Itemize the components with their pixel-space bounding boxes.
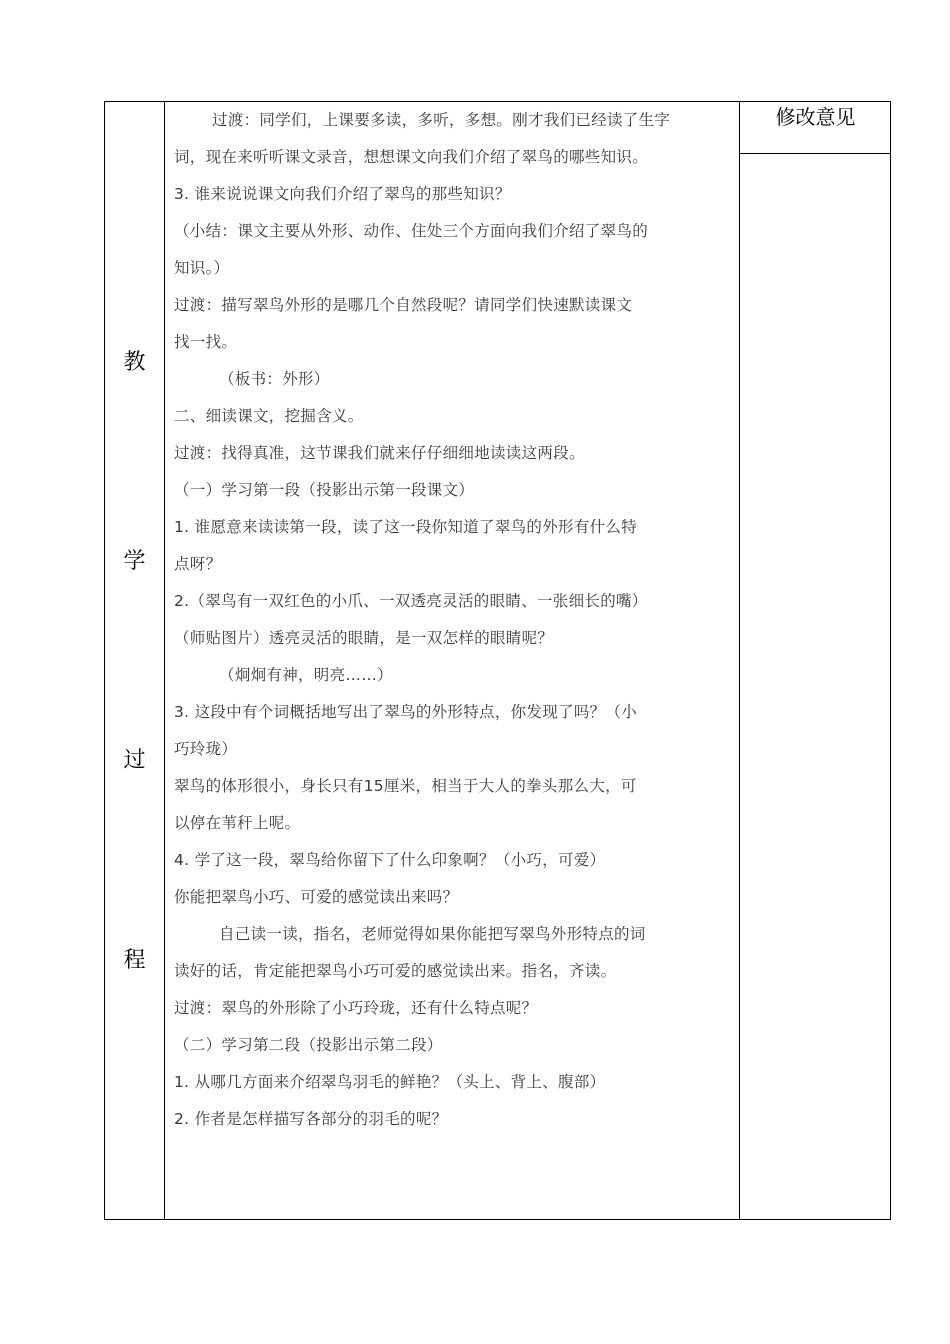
text-line: 过渡：翠鸟的外形除了小巧玲珑，还有什么特点呢？ (174, 999, 538, 1017)
revision-notes-header: 修改意见 (775, 105, 856, 129)
text-line: 过渡：找得真准，这节课我们就来仔仔细细地读读这两段。 (174, 444, 585, 462)
text-line: （小结：课文主要从外形、动作、住处三个方面向我们介绍了翠鸟的 (174, 222, 649, 240)
text-line: 以停在苇秆上呢。 (174, 814, 301, 832)
text-line: 你能把翠鸟小巧、可爱的感觉读出来吗？ (174, 888, 459, 906)
table-left-border (104, 101, 105, 1220)
text-line: （炯炯有神，明亮……） (219, 666, 393, 684)
text-line: 自己读一读，指名，老师觉得如果你能把写翠鸟外形特点的词 (219, 925, 646, 943)
side-label-char: 过 (123, 748, 146, 773)
revision-header-divider (739, 153, 891, 154)
side-label-char: 程 (123, 948, 146, 973)
label-column-divider (164, 101, 165, 1220)
revision-column-divider (739, 101, 740, 1220)
text-line: 2. 作者是怎样描写各部分的羽毛的呢？ (174, 1110, 448, 1128)
text-line: 3. 这段中有个词概括地写出了翠鸟的外形特点，你发现了吗？（小 (174, 703, 638, 721)
text-line: 巧玲珑） (174, 740, 238, 758)
text-line: 词，现在来听听课文录音，想想课文向我们介绍了翠鸟的哪些知识。 (174, 148, 649, 166)
text-line: 过渡：描写翠鸟外形的是哪几个自然段呢？请同学们快速默读课文 (174, 296, 633, 314)
text-line: （师贴图片）透亮灵活的眼睛，是一双怎样的眼睛呢？ (174, 629, 554, 647)
subsection-heading: （一）学习第一段（投影出示第一段课文） (174, 481, 475, 499)
section-heading: 二、细读课文，挖掘含义。 (174, 407, 364, 425)
text-line: 点呀？ (174, 555, 222, 573)
text-line: 1. 从哪几方面来介绍翠鸟羽毛的鲜艳？（头上、背上、腹部） (174, 1073, 606, 1091)
text-line: 2.（翠鸟有一双红色的小爪、一双透亮灵活的眼睛、一张细长的嘴） (174, 592, 648, 610)
text-line: （板书：外形） (219, 370, 330, 388)
text-line: 读好的话，肯定能把翠鸟小巧可爱的感觉读出来。指名，齐读。 (174, 962, 617, 980)
table-right-border (890, 101, 891, 1220)
text-line: 3. 谁来说说课文向我们介绍了翠鸟的那些知识？ (174, 185, 511, 203)
lesson-content (174, 102, 734, 1138)
side-label-char: 教 (123, 350, 146, 375)
side-label-char: 学 (123, 549, 146, 574)
text-line: 过渡：同学们，上课要多读，多听，多想。刚才我们已经读了生字 (212, 111, 671, 129)
text-line: 找一找。 (174, 333, 238, 351)
text-line: 1. 谁愿意来读读第一段，读了这一段你知道了翠鸟的外形有什么特 (174, 518, 638, 536)
subsection-heading: （二）学习第二段（投影出示第二段） (174, 1036, 443, 1054)
text-line: 知识。） (174, 259, 230, 277)
text-line: 4. 学了这一段，翠鸟给你留下了什么印象啊？（小巧，可爱） (174, 851, 606, 869)
table-bottom-border (104, 1219, 891, 1220)
text-line: 翠鸟的体形很小，身长只有15厘米，相当于大人的拳头那么大，可 (174, 777, 637, 795)
